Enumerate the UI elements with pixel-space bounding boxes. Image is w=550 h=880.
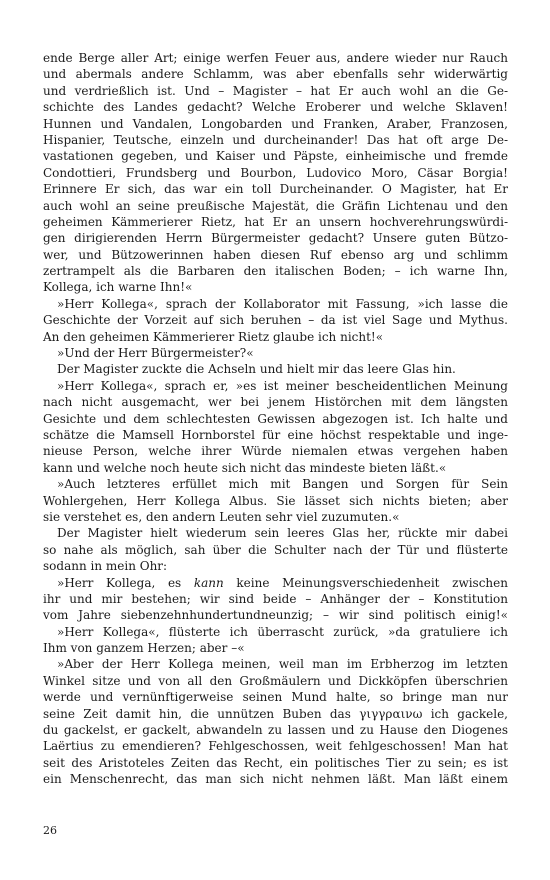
text-line: Condottieri, Frundsberg und Bourbon, Ludovico Moro, Cäsar Borgia! xyxy=(43,165,508,180)
emphasis: kann xyxy=(193,575,224,590)
text-line: »Aber der Herr Kollega meinen, weil man im Erbherzog im letzten xyxy=(57,657,508,672)
text-line: »Auch letzteres erfüllet mich mit Bangen und Sorgen für Sein xyxy=(57,477,508,492)
text-line: Wohlergehen, Herr Kollega Albus. Sie lässet sich nichts bieten; aber xyxy=(43,493,508,508)
text-line: vom Jahre siebenzehnhundertundneunzig; – wir sind politisch einig!« xyxy=(43,608,508,623)
text-line: Erinnere Er sich, das war ein toll Durcheinander. O Magister, hat Er xyxy=(43,182,508,197)
text-line: Der Magister zuckte die Achseln und hielt mir das leere Glas hin. xyxy=(57,362,456,377)
text-line: »Herr Kollega, es kann keine Meinungsverschiedenheit zwischen xyxy=(57,575,508,590)
text-line: schätze die Mamsell Hornborstel für eine höchst respektable und inge- xyxy=(43,427,508,442)
text-line: nieuse Person, welche ihrer Würde niemalen etwas vergehen haben xyxy=(43,444,508,459)
text-line: gen dirigierenden Herrn Bürgermeister gedacht? Unsere guten Bützo- xyxy=(43,231,508,246)
text-line: Winkel sitze und von all den Großmäulern und Dickköpfen überschrien xyxy=(43,673,508,688)
text-line: »Herr Kollega«, sprach er, »es ist meiner bescheidentlichen Meinung xyxy=(57,378,508,393)
text-line: ein Menschenrecht, das man sich nicht nehmen läßt. Man läßt einem xyxy=(43,772,508,787)
text-line: zertrampelt als die Barbaren den italischen Boden; – ich warne Ihn, xyxy=(43,264,508,279)
text-line: kann und welche noch heute sich nicht das mindeste bieten läßt.« xyxy=(43,460,447,475)
page-number: 26 xyxy=(43,824,57,837)
text-line: vastationen gegeben, und Kaiser und Päpste, einheimische und fremde xyxy=(43,149,508,164)
text-line: auch wohl an seine preußische Majestät, die Gräfin Lichtenau und den xyxy=(43,198,508,213)
text-line: und verdrießlich ist. Und – Magister – hat Er auch wohl an die Ge- xyxy=(43,83,508,98)
text-line: seit des Aristoteles Zeiten das Recht, ein politisches Tier zu sein; es ist xyxy=(43,755,508,770)
text-line: seine Zeit damit hin, die unnützen Buben das γιγγραινω ich gackele, xyxy=(43,706,508,721)
text-line: Ihm von ganzem Herzen; aber –« xyxy=(43,641,245,656)
text-line: nach nicht ausgemacht, wer bei jenem Histörchen mit dem längsten xyxy=(43,395,508,410)
text-line: sodann in mein Ohr: xyxy=(43,559,168,574)
text-line: An den geheimen Kämmerierer Rietz glaube ich nicht!« xyxy=(43,329,384,344)
text-line: schichte des Landes gedacht? Welche Eroberer und welche Sklaven! xyxy=(43,100,508,115)
text-line: Geschichte der Vorzeit auf sich beruhen – da ist viel Sage und Mythus. xyxy=(43,313,508,328)
text-line: so nahe als möglich, sah über die Schulter nach der Tür und flüsterte xyxy=(43,542,508,557)
text-line: wer, und Bützowerinnen haben diesen Ruf ebenso arg und schlimm xyxy=(43,247,508,262)
text-line: du gackelst, er gackelt, abwandeln zu lassen und zu Hause den Diogenes xyxy=(43,723,508,738)
text-line: »Herr Kollega«, flüsterte ich überrascht zurück, »da gratuliere ich xyxy=(57,624,508,639)
text-line: sie verstehet es, den andern Leuten sehr viel zuzumuten.« xyxy=(43,509,400,524)
page-body xyxy=(43,50,508,788)
text-line: Kollega, ich warne Ihn!« xyxy=(43,280,193,295)
text-line: Hunnen und Vandalen, Longobarden und Franken, Araber, Franzosen, xyxy=(43,116,508,131)
text-line: geheimen Kämmerierer Rietz, hat Er an unsern hochverehrungswürdi- xyxy=(43,214,508,229)
text-line: ende Berge aller Art; einige werfen Feuer aus, andere wieder nur Rauch xyxy=(43,51,508,65)
text-line: Gesichte und dem schlechtesten Gewissen abgezogen ist. Ich halte und xyxy=(43,411,508,426)
text-line: »Und der Herr Bürgermeister?« xyxy=(57,346,254,361)
text-line: ihr und mir bestehen; wir sind beide – Anhänger der – Konstitution xyxy=(43,591,508,606)
text-line: »Herr Kollega«, sprach der Kollaborator mit Fassung, »ich lasse die xyxy=(57,296,508,311)
text-line: Der Magister hielt wiederum sein leeres Glas her, rückte mir dabei xyxy=(57,526,508,541)
text-line: werde und vernünftigerweise seinen Mund halte, so bringe man nur xyxy=(43,690,508,705)
text-line: Hispanier, Teutsche, einzeln und durcheinander! Das hat oft arge De- xyxy=(43,132,508,147)
text-line: Laërtius zu emendieren? Fehlgeschossen, weit fehlgeschossen! Man hat xyxy=(43,739,508,754)
text-line: und abermals andere Schlamm, was aber ebenfalls sehr widerwärtig xyxy=(43,67,508,82)
